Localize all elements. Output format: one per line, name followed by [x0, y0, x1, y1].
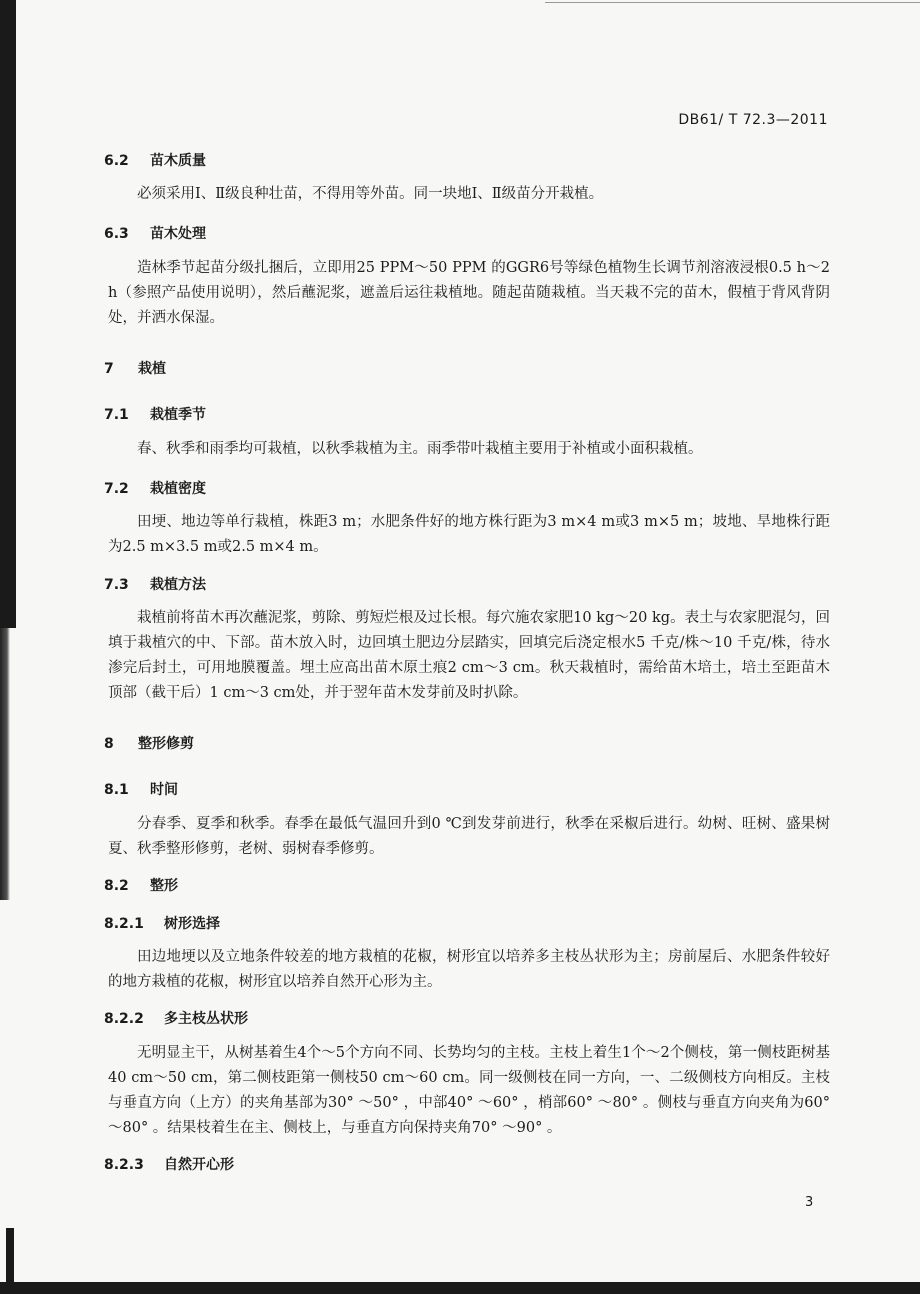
section-heading-7-1 — [104, 404, 206, 424]
section-title: 树形选择 — [164, 916, 220, 932]
scan-edge-bottom-left — [6, 1228, 14, 1288]
section-title: 栽植方法 — [150, 577, 206, 593]
scan-edge-bottom — [0, 1282, 920, 1294]
section-number: 8.2.1 — [104, 916, 144, 932]
paragraph-8-2-2: 无明显主干，从树基着生4个～5个方向不同、长势均匀的主枝。主枝上着生1个～2个侧枝，第一侧枝距树基40 cm～50 cm，第二侧枝距第一侧枝50 cm～60 cm。同一级侧枝在同一方向，一、二级侧枝方向相反。主枝与垂直方向（上方）的夹角基部为30° ～50° ，中部40° ～60° ，梢部60° ～80° 。侧枝与垂直方向夹角为60° ～80° 。结果枝着生在主、侧枝上，与垂直方向保持夹角70° ～90° 。 — [108, 1045, 830, 1136]
paragraph-6-3: 造林季节起苗分级扎捆后，立即用25 PPM～50 PPM 的GGR6号等绿色植物生长调节剂溶液浸根0.5 h～2 h（参照产品使用说明），然后蘸泥浆，遮盖后运往栽植地。随起苗随栽植。当天栽不完的苗木，假植于背风背阴处，并洒水保湿。 — [108, 260, 830, 326]
section-heading-6-3 — [104, 223, 206, 243]
section-number: 7.2 — [104, 481, 129, 497]
section-title: 多主枝丛状形 — [164, 1011, 248, 1027]
section-number: 8 — [104, 736, 114, 752]
section-title: 时间 — [150, 782, 178, 798]
section-number: 8.2 — [104, 878, 129, 894]
paragraph-7-1: 春、秋季和雨季均可栽植，以秋季栽植为主。雨季带叶栽植主要用于补植或小面积栽植。 — [137, 441, 703, 457]
section-number: 8.1 — [104, 782, 129, 798]
section-title: 整形修剪 — [138, 736, 194, 752]
section-number: 8.2.2 — [104, 1011, 144, 1027]
section-title: 整形 — [150, 878, 178, 894]
section-heading-8-2 — [104, 875, 178, 895]
section-title: 栽植密度 — [150, 481, 206, 497]
section-heading-8-1 — [104, 779, 178, 799]
paragraph-6-2: 必须采用Ⅰ、Ⅱ级良种壮苗，不得用等外苗。同一块地Ⅰ、Ⅱ级苗分开栽植。 — [137, 186, 604, 202]
section-heading-6-2 — [104, 150, 206, 170]
section-number: 8.2.3 — [104, 1157, 144, 1173]
section-title: 苗木质量 — [150, 153, 206, 169]
section-heading-7 — [104, 358, 166, 378]
section-heading-8-2-1 — [104, 913, 220, 933]
scan-edge-left — [0, 0, 16, 628]
section-number: 6.3 — [104, 226, 129, 242]
section-number: 7.1 — [104, 407, 129, 423]
section-heading-8-2-3 — [104, 1154, 234, 1174]
paragraph-7-3: 栽植前将苗木再次蘸泥浆，剪除、剪短烂根及过长根。每穴施农家肥10 kg～20 kg。表土与农家肥混匀，回填于栽植穴的中、下部。苗木放入时，边回填土肥边分层踏实，回填完后浇定根水5 千克/株～10 千克/株，待水渗完后封土，可用地膜覆盖。埋土应高出苗木原土痕2 cm～3 cm。秋天栽植时，需给苗木培土，培土至距苗木顶部（截干后）1 cm～3 cm处，并于翌年苗木发芽前及时扒除。 — [108, 610, 830, 701]
paragraph-7-2: 田埂、地边等单行栽植，株距3 m；水肥条件好的地方株行距为3 m×4 m或3 m×5 m；坡地、旱地株行距为2.5 m×3.5 m或2.5 m×4 m。 — [108, 514, 830, 555]
section-number: 7 — [104, 361, 114, 377]
section-heading-8 — [104, 733, 194, 753]
section-heading-7-2 — [104, 478, 206, 498]
standard-code: DB61/ T 72.3—2011 — [678, 112, 828, 128]
paragraph-8-1: 分春季、夏季和秋季。春季在最低气温回升到0 ℃到发芽前进行，秋季在采椒后进行。幼树、旺树、盛果树夏、秋季整形修剪，老树、弱树春季修剪。 — [108, 816, 830, 857]
section-heading-7-3 — [104, 574, 206, 594]
section-number: 6.2 — [104, 153, 129, 169]
page-number: 3 — [805, 1195, 814, 1210]
top-rule — [545, 2, 920, 3]
section-title: 栽植 — [138, 361, 166, 377]
section-heading-8-2-2 — [104, 1008, 248, 1028]
paragraph-8-2-1: 田边地埂以及立地条件较差的地方栽植的花椒，树形宜以培养多主枝丛状形为主；房前屋后、水肥条件较好的地方栽植的花椒，树形宜以培养自然开心形为主。 — [108, 949, 830, 990]
section-title: 栽植季节 — [150, 407, 206, 423]
section-title: 自然开心形 — [164, 1157, 234, 1173]
section-number: 7.3 — [104, 577, 129, 593]
section-title: 苗木处理 — [150, 226, 206, 242]
